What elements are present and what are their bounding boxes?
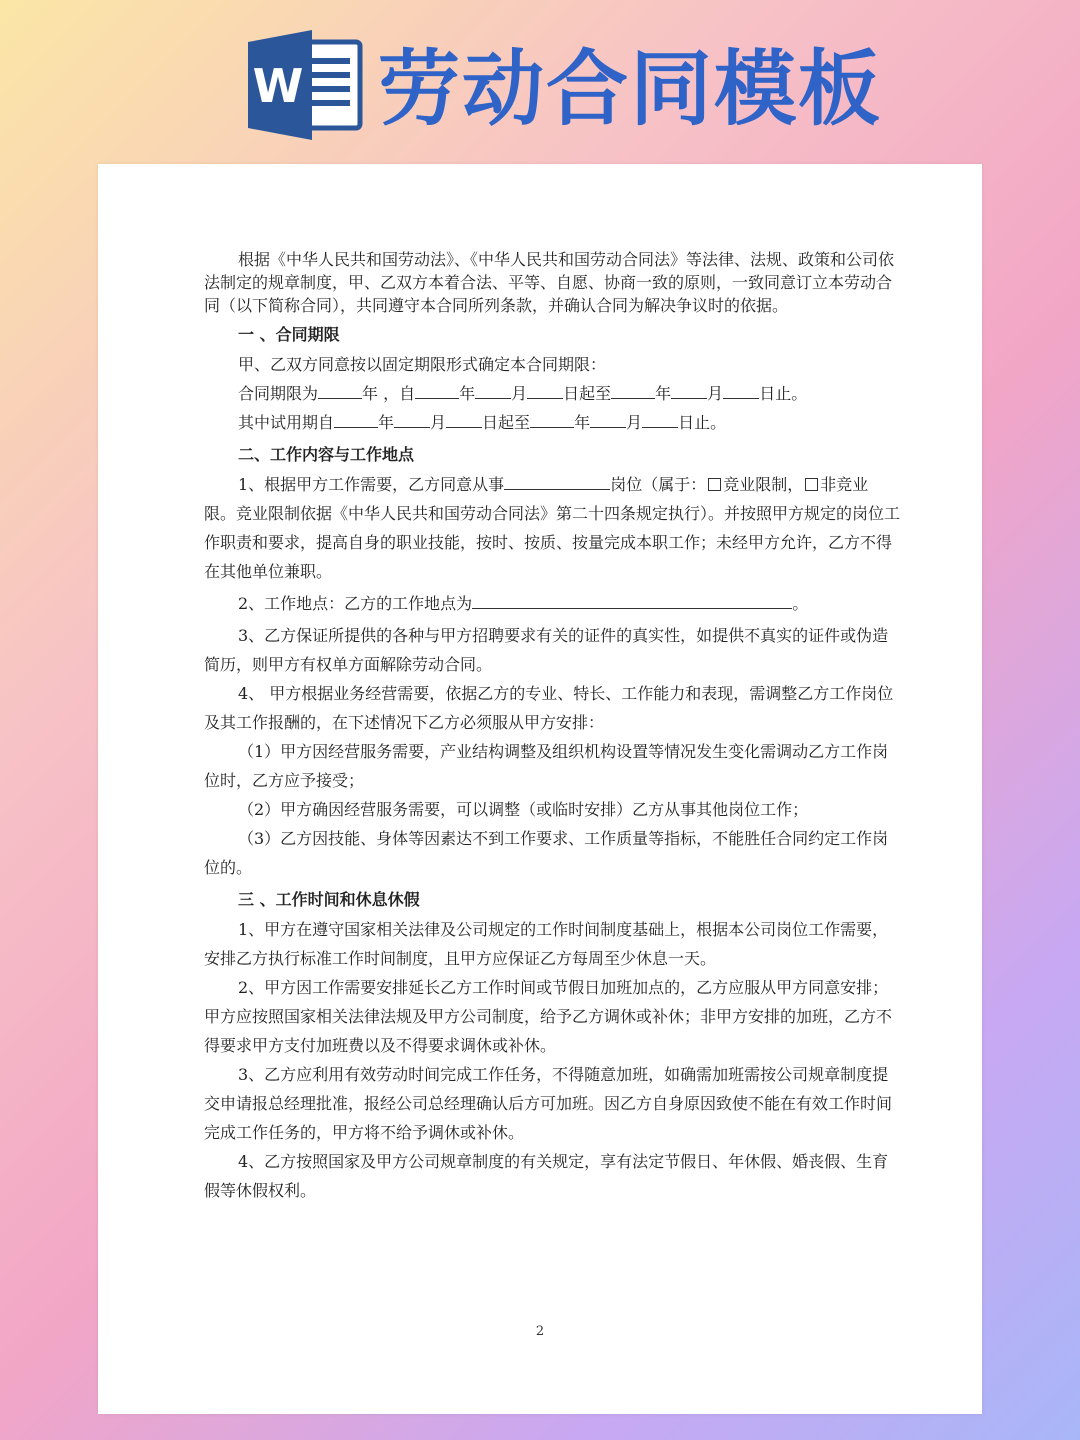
s1-probation-line: 其中试用期自 年 月 日起至 年 月 日止。	[238, 413, 727, 432]
word-icon	[248, 30, 364, 140]
banner-title: 劳动合同模板	[378, 42, 883, 137]
s1-term-line: 合同期限为 年 ，自 年 月 日起至 年 月 日止。	[238, 384, 808, 403]
svg-text:W: W	[252, 59, 304, 113]
s3-paragraph-4: 4、乙方按照国家及甲方公司规章制度的有关规定，享有法定节假日、年休假、婚丧假、生育假等休假权利。	[204, 1152, 889, 1200]
s2-item-1: （1）甲方因经营服务需要，产业结构调整及组织机构设置等情况发生变化需调动乙方工作岗位时，乙方应予接受；	[204, 742, 889, 790]
page-number: 2	[535, 1324, 545, 1339]
intro-paragraph: 根据《中华人民共和国劳动法》、《中华人民共和国劳动合同法》等法律、法规、政策和公司依法制定的规章制度，甲、乙双方本着合法、平等、自愿、协商一致的原则，一致同意订立本劳动合同（以下简称合同），共同遵守本合同所列条款，并确认合同为解决争议时的依据。	[204, 250, 895, 315]
section-3-heading: 三 、工作时间和休息休假	[238, 890, 420, 909]
s2-paragraph-3: 3、乙方保证所提供的各种与甲方招聘要求有关的证件的真实性，如提供不真实的证件或伪造简历，则甲方有权单方面解除劳动合同。	[204, 626, 889, 674]
s3-paragraph-1: 1、甲方在遵守国家相关法律及公司规定的工作时间制度基础上，根据本公司岗位工作需要，安排乙方执行标准工作时间制度，且甲方应保证乙方每周至少休息一天。	[204, 920, 889, 968]
s2-paragraph-1: 1、根据甲方工作需要，乙方同意从事 岗位（属于： 竞业限制， 非竞业限。竞业限制依据《中华人民共和国劳动合同法》第二十四条规定执行）。并按照甲方规定的岗位工作职责和要求，提高自身的职业技能，按时、按质、按量完成本职工作；未经甲方允许，乙方不得在其他单位兼职。	[204, 475, 901, 581]
s2-item-2: （2）甲方确因经营服务需要，可以调整（或临时安排）乙方从事其他岗位工作；	[238, 800, 809, 819]
s2-work-location: 2、工作地点：乙方的工作地点为 。	[238, 594, 809, 613]
checkbox-icon	[805, 478, 818, 491]
section-1-heading: 一 、合同期限	[238, 325, 340, 344]
section-2-heading: 二、工作内容与工作地点	[238, 445, 415, 464]
s2-paragraph-4: 4、 甲方根据业务经营需要，依据乙方的专业、特长、工作能力和表现，需调整乙方工作岗位及其工作报酬的，在下述情况下乙方必须服从甲方安排：	[204, 684, 894, 732]
s2-item-3: （3）乙方因技能、身体等因素达不到工作要求、工作质量等指标，不能胜任合同约定工作岗位的。	[204, 829, 889, 877]
document-body	[204, 248, 900, 1205]
document-page	[98, 164, 982, 1414]
s3-paragraph-3: 3、乙方应利用有效劳动时间完成工作任务，不得随意加班，如确需加班需按公司规章制度提交申请报总经理批准，报经公司总经理确认后方可加班。因乙方自身原因致使不能在有效工作时间完成工作任务的，甲方将不给予调休或补休。	[204, 1065, 893, 1142]
banner	[0, 0, 1080, 165]
checkbox-icon	[708, 478, 721, 491]
s1-paragraph-1: 甲、乙双方同意按以固定期限形式确定本合同期限：	[238, 355, 607, 374]
s3-paragraph-2: 2、甲方因工作需要安排延长乙方工作时间或节假日加班加点的，乙方应服从甲方同意安排；甲方应按照国家相关法律法规及甲方公司制度，给予乙方调休或补休；非甲方安排的加班，乙方不得要求甲方支付加班费以及不得要求调休或补休。	[204, 978, 893, 1055]
